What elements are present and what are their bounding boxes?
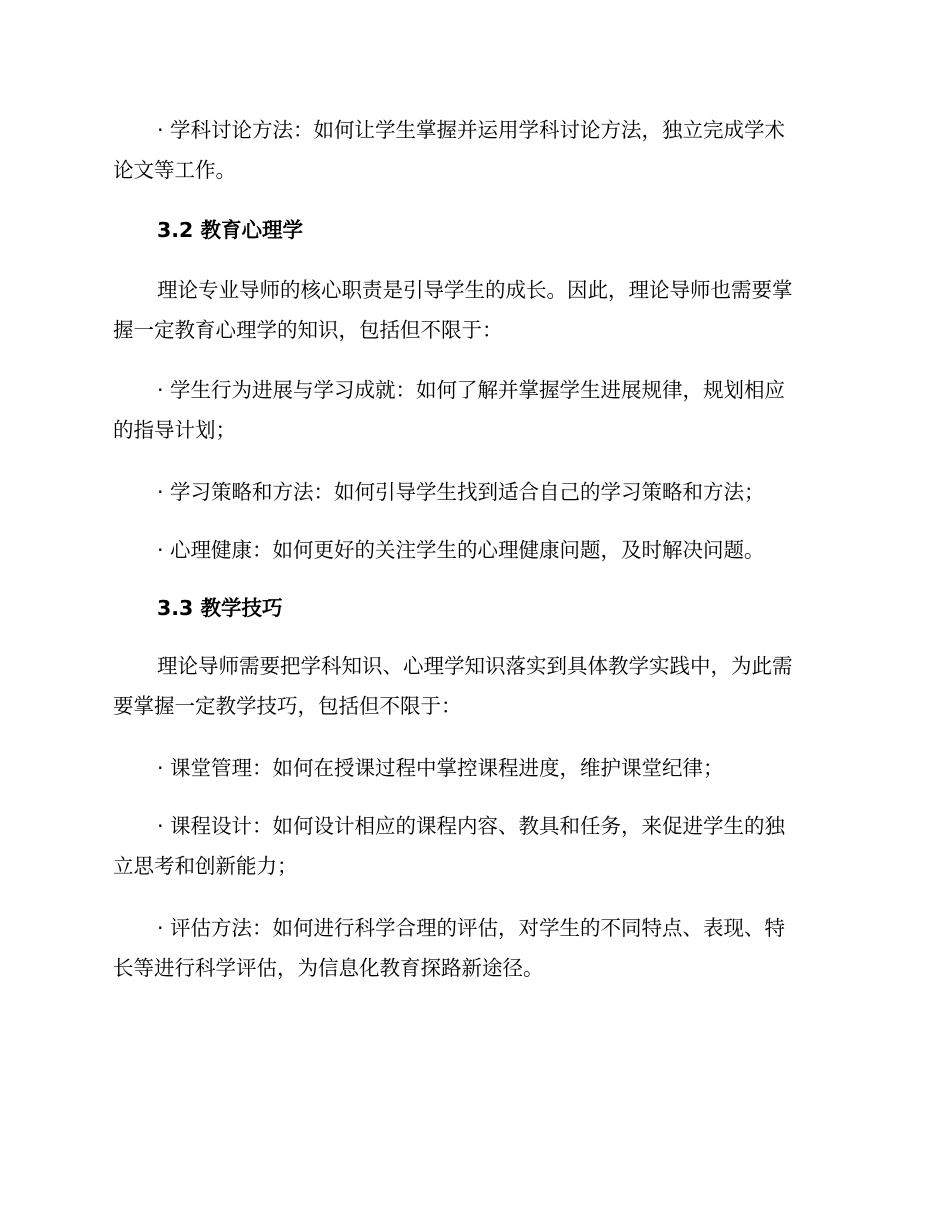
paragraph-line: 长等进行科学评估，为信息化教育探路新途径。 (113, 956, 544, 980)
bullet-paragraph-classroom-management (113, 748, 833, 788)
bullet-paragraph-mental-health (113, 530, 833, 570)
paragraph-line: 立思考和创新能力； (113, 854, 298, 878)
paragraph-line: 理论导师需要把学科知识、心理学知识落实到具体教学实践中，为此需 (157, 654, 793, 678)
paragraph-line: 理论专业导师的核心职责是引导学生的成长。因此，理论导师也需要掌 (157, 278, 793, 302)
bullet-paragraph-behavior-progress (113, 370, 833, 450)
bullet-paragraph-discussion-method (113, 110, 833, 190)
bullet-paragraph-learning-strategy (113, 472, 833, 512)
paragraph-line: · 课程设计：如何设计相应的课程内容、教具和任务，来促进学生的独 (157, 814, 786, 838)
paragraph-line: · 心理健康：如何更好的关注学生的心理健康问题，及时解决问题。 (157, 538, 765, 562)
paragraph-line: · 评估方法：如何进行科学合理的评估，对学生的不同特点、表现、特 (157, 916, 786, 940)
section-heading-3-2: 3.2 教育心理学 (157, 218, 303, 242)
section-heading-3-3: 3.3 教学技巧 (157, 596, 283, 620)
paragraph-line: · 课堂管理：如何在授课过程中掌控课程进度，维护课堂纪律； (157, 756, 724, 780)
paragraph-intro-teaching-skills (113, 646, 833, 726)
paragraph-line: · 学科讨论方法：如何让学生掌握并运用学科讨论方法，独立完成学术 (157, 118, 786, 142)
paragraph-line: 握一定教育心理学的知识，包括但不限于： (113, 318, 503, 342)
paragraph-line: 要掌握一定教学技巧，包括但不限于： (113, 694, 462, 718)
bullet-paragraph-evaluation-method (113, 908, 833, 988)
paragraph-intro-psychology (113, 270, 833, 350)
paragraph-line: · 学生行为进展与学习成就：如何了解并掌握学生进展规律，规划相应 (157, 378, 786, 402)
paragraph-line: · 学习策略和方法：如何引导学生找到适合自己的学习策略和方法； (157, 480, 765, 504)
paragraph-line: 论文等工作。 (113, 158, 236, 182)
paragraph-line: 的指导计划； (113, 418, 236, 442)
bullet-paragraph-course-design (113, 806, 833, 886)
